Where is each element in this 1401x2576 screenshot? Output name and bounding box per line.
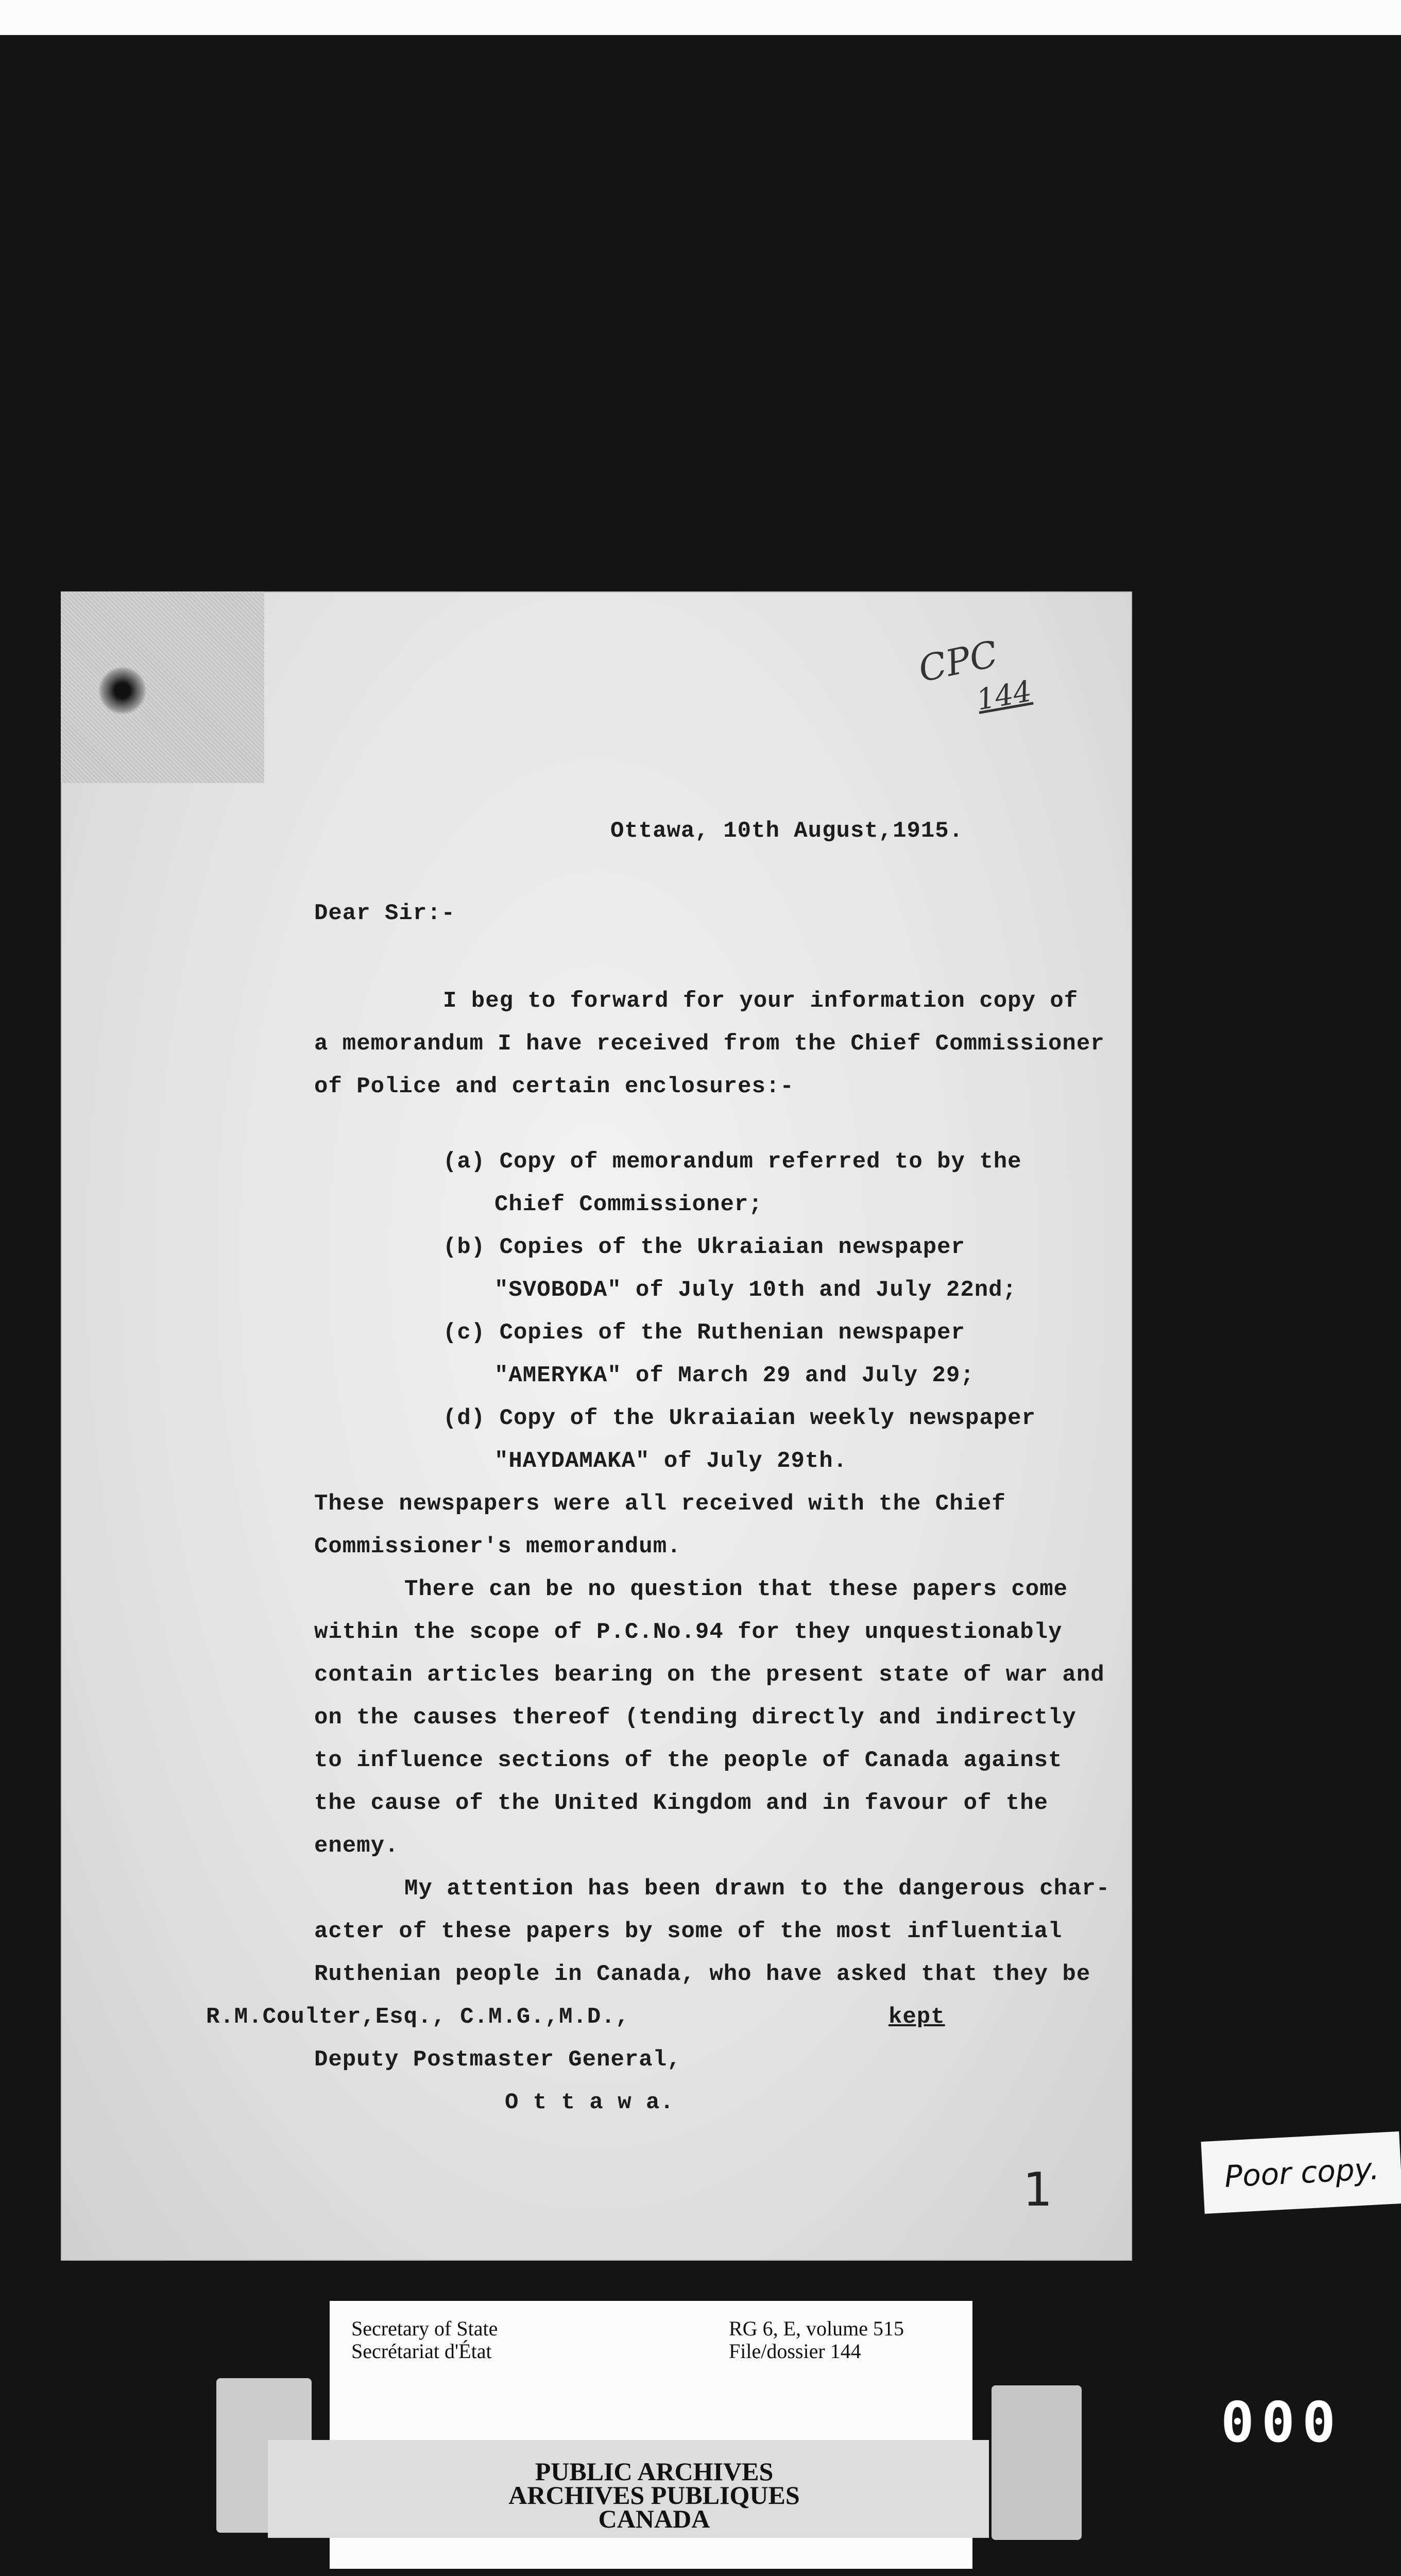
body-line: the cause of the United Kingdom and in favour of the [314,1790,1049,1816]
handwritten-file-note: CPC [915,632,1002,691]
stamp-line: CANADA [598,2504,710,2533]
stamp-line: ARCHIVES PUBLIQUES [508,2481,800,2510]
stamp-line: PUBLIC ARCHIVES [535,2457,774,2486]
handwritten-file-number: 144 [974,674,1034,717]
place-date: Ottawa, 10th August,1915. [610,818,964,844]
enclosure-item: "SVOBODA" of July 10th and July 22nd; [494,1277,1017,1303]
body-line: acter of these papers by some of the most influential [314,1919,1063,1944]
body-line: enemy. [314,1833,399,1859]
body-line: contain articles bearing on the present state of war and [314,1662,1105,1688]
addressee-name: R.M.Coulter,Esq., C.M.G.,M.D., [206,2004,630,2030]
enclosure-item: Chief Commissioner; [494,1192,763,1217]
addressee-city: O t t a w a. [505,2090,674,2115]
body-line: of Police and certain enclosures:- [314,1074,794,1099]
enclosure-item: "AMERYKA" of March 29 and July 29; [494,1363,975,1388]
continued-word: kept [889,2004,945,2030]
folio-mark: 1 [1023,2163,1053,2217]
body-line: Ruthenian people in Canada, who have asked that they be [314,1961,1091,1987]
enclosure-item: (c) Copies of the Ruthenian newspaper [443,1320,965,1346]
body-line: Commissioner's memorandum. [314,1534,681,1560]
letter-page [61,591,1132,2261]
enclosure-item: (b) Copies of the Ukraiaian newspaper [443,1234,965,1260]
body-line: on the causes thereof (tending directly and indirectly [314,1705,1077,1731]
body-line: My attention has been drawn to the dangerous char- [404,1876,1110,1902]
body-line: These newspapers were all received with the Chief [314,1491,1006,1517]
punch-hole [98,666,147,715]
body-line: within the scope of P.C.No.94 for they unquestionably [314,1619,1063,1645]
frame-counter: 000 [1221,2391,1343,2455]
clip-right [992,2385,1082,2540]
archive-reference: RG 6, E, volume 515 [729,2317,904,2340]
dept-en: Secretary of State [351,2317,498,2340]
enclosure-item: (d) Copy of the Ukraiaian weekly newspaper [443,1405,1036,1431]
dept-fr: Secrétariat d'État [351,2340,492,2363]
enclosure-item: "HAYDAMAKA" of July 29th. [494,1448,848,1474]
body-line: to influence sections of the people of Canada against [314,1748,1063,1773]
poor-copy-tag: Poor copy. [1201,2131,1401,2214]
greeting: Dear Sir:- [314,901,456,926]
tape-patch [61,591,264,783]
addressee-title: Deputy Postmaster General, [314,2047,681,2073]
body-line: There can be no question that these papers come [404,1577,1068,1602]
film-top-strip [0,0,1401,35]
enclosure-item: (a) Copy of memorandum referred to by the [443,1149,1022,1175]
body-line: I beg to forward for your information copy of [443,988,1079,1014]
archive-file: File/dossier 144 [729,2340,861,2363]
body-line: a memorandum I have received from the Chief Commissioner [314,1031,1105,1057]
